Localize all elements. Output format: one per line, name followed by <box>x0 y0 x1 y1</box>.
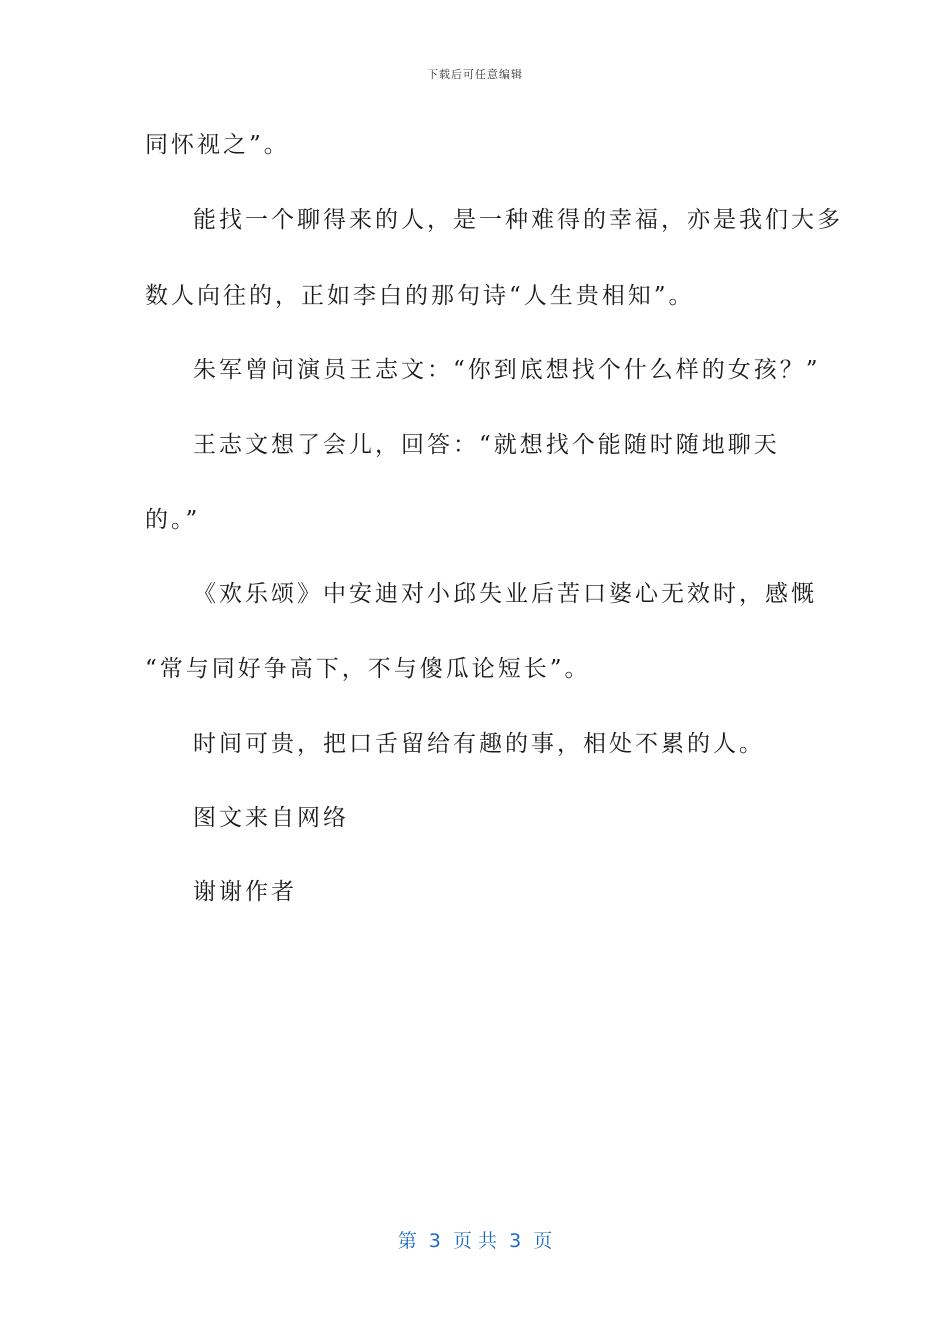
thanks-note: 谢谢作者 <box>193 879 297 905</box>
paragraph-line: 朱军曾问演员王志文：“你到底想找个什么样的女孩？” <box>193 357 821 383</box>
paragraph-line: “常与同好争高下，不与傻瓜论短长”。 <box>145 656 591 682</box>
paragraph-line: 的。” <box>145 507 201 533</box>
paragraph-line: 王志文想了会儿，回答：“就想找个能随时随地聊天 <box>193 432 780 458</box>
paragraph-line: 数人向往的，正如李白的那句诗“人生贵相知”。 <box>145 283 695 309</box>
paragraph-line: 《欢乐颂》中安迪对小邱失业后苦口婆心无效时，感慨 <box>193 581 817 607</box>
paragraph-line: 能找一个聊得来的人，是一种难得的幸福，亦是我们大多 <box>193 207 843 233</box>
page-number: 第 3 页 共 3 页 <box>397 1230 553 1252</box>
page-header: 下载后可任意编辑 <box>427 68 523 81</box>
paragraph-line: 同怀视之”。 <box>145 132 290 158</box>
source-note: 图文来自网络 <box>193 805 349 831</box>
paragraph-line: 时间可贵，把口舌留给有趣的事，相处不累的人。 <box>193 731 765 757</box>
